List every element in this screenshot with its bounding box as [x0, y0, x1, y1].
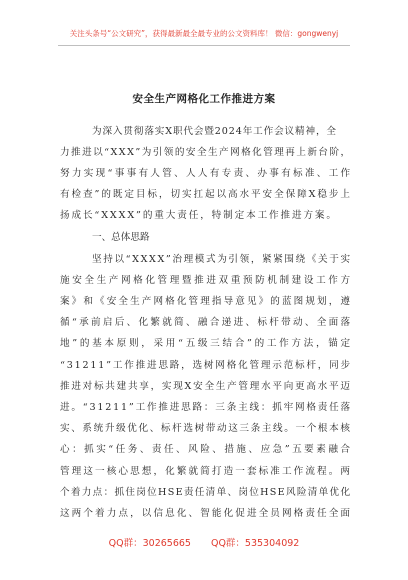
body-line: 努力实现“事事有人管、人人有专责、办事有标准、工作 — [60, 168, 353, 179]
body-line: “31211”工作推进思路，选树网格化管理示范标杆，同步 — [60, 360, 352, 371]
body-line: 坚持以“XXXX”治理模式为引领，紧紧围绕《关于实 — [92, 254, 352, 265]
body-line: 实、系统升级优化、标杆选树带动这三条主线。一个根本核 — [60, 423, 352, 434]
body-line: 力推进以“XXX”为引领的安全生产网格化管理再上新台阶， — [60, 147, 352, 158]
body-line: 进。“31211”工作推进思路：三条主线：抓牢网格责任落 — [60, 402, 352, 413]
body-line: 为深入贯彻落实X职代会暨2024年工作会议精神，全 — [92, 126, 337, 137]
body-line: 案》和《安全生产网格化管理指导意见》的蓝图规划，遵 — [60, 296, 353, 307]
body-line: 地”的基本原则，采用“五级三结合”的工作方法，锚定 — [60, 338, 353, 349]
body-line: 个着力点：抓住岗位HSE责任清单、岗位HSE风险清单优化 — [60, 487, 352, 498]
body-line: 心：抓实“任务、责任、风险、措施、应急”五要素融合 — [60, 444, 353, 455]
footer-contact — [0, 535, 408, 549]
body-line: 扬成长“XXXX”的重大责任，特制定本工作推进方案。 — [60, 210, 338, 221]
body-line: 管理这一核心思想，化繁就简打造一套标准工作流程。两 — [60, 466, 353, 477]
body-line: 循“承前启后、化繁就简、融合递进、标杆带动、全面落 — [60, 317, 353, 328]
body-line: 推进对标共建共享，实现X安全生产管理水平向更高水平迈 — [60, 381, 352, 392]
body-line: 施安全生产网格化管理暨推进双重预防机制建设工作方 — [60, 275, 353, 286]
footer-qq-group-1: QQ群：30265665 — [108, 538, 191, 549]
body-line: 有检查”的既定目标，切实扛起以高水平安全保障X稳步上 — [60, 189, 352, 200]
body-line: 一、总体思路 — [92, 232, 150, 243]
body-line: 这两个着力点，以信息化、智能化促进全员网格责任全面 — [60, 508, 353, 519]
footer-qq-group-2: QQ群：535304092 — [210, 538, 300, 549]
document-title: 安全生产网格化工作推进方案 — [132, 93, 276, 105]
header-banner: 关注头条号“公文研究”，获得最新最全最专业的公文资料库！ 微信：gongwenyj — [69, 29, 339, 38]
